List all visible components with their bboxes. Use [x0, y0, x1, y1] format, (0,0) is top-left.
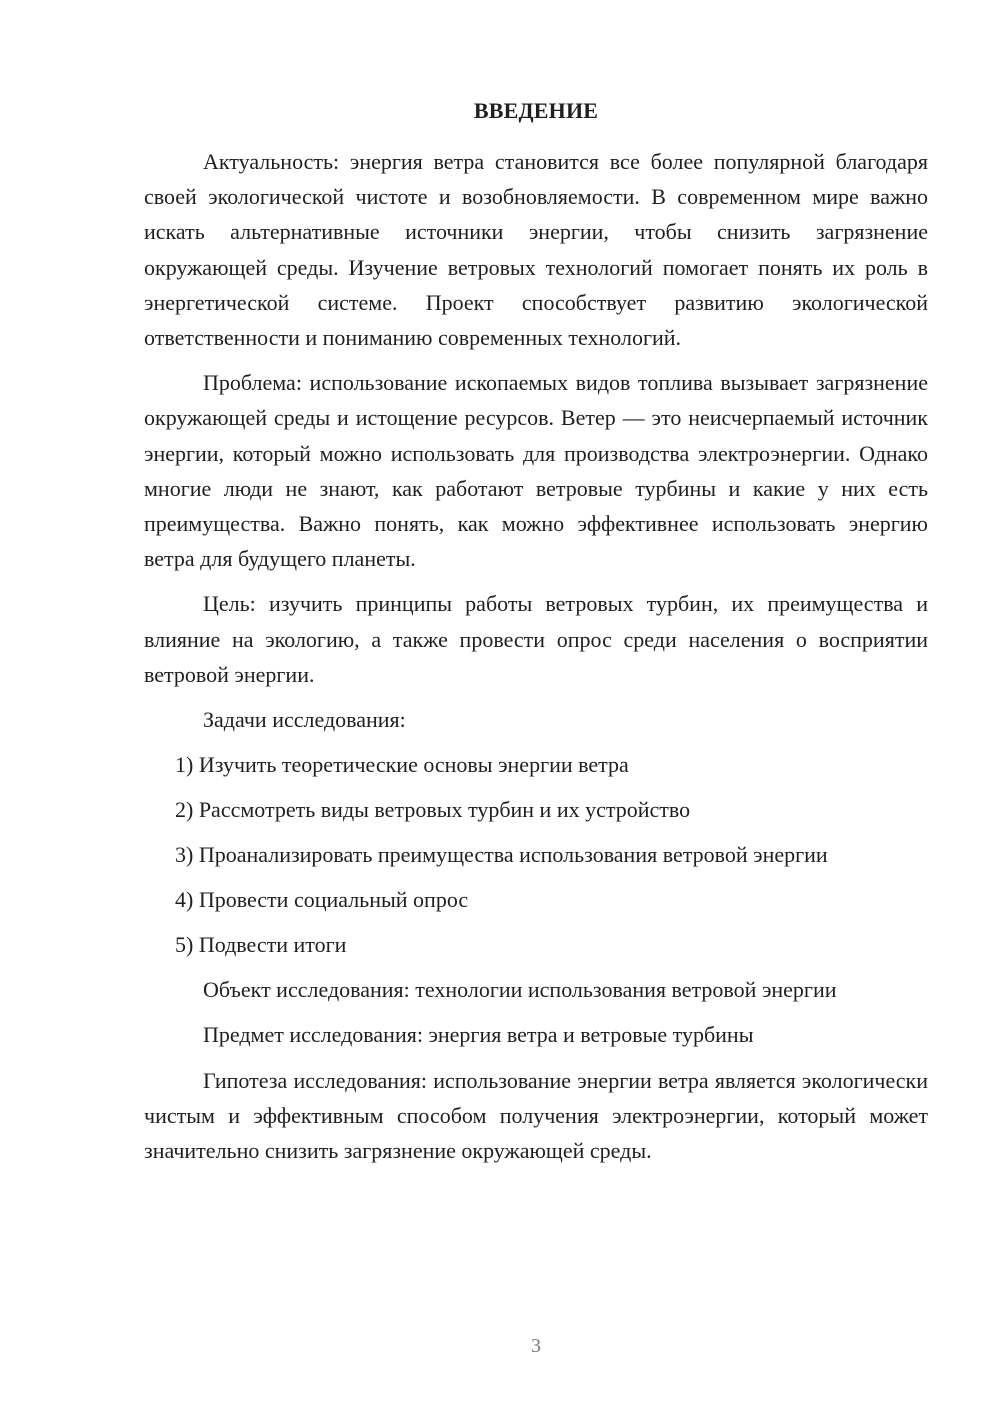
goal-paragraph: Цель: изучить принципы работы ветровых турбин, их преимущества и влияние на экологию, а также провести опрос среди населения о восприятии ветровой энергии. — [144, 591, 928, 687]
hypothesis-paragraph: Гипотеза исследования: использование энергии ветра является экологически чистым и эффективным способом получения электроэнергии, который может значительно снизить загрязнение окружающей среды. — [144, 1067, 928, 1164]
task-item: 5) Подвести итоги — [175, 932, 347, 958]
problem-paragraph: Проблема: использование ископаемых видов топлива вызывает загрязнение окружающей среды и истощение ресурсов. Ветер — это неисчерпаемый источник энергии, который можно использовать для производства электроэнергии. Однако многие люди не знают, как работают ветровые турбины и какие у них есть преимущества. Важно понять, как можно эффективнее использовать энергию ветра для будущего планеты. — [144, 370, 928, 572]
research-subject: Предмет исследования: энергия ветра и ветровые турбины — [203, 1022, 754, 1048]
research-object: Объект исследования: технологии использования ветровой энергии — [203, 977, 837, 1003]
task-item: 4) Провести социальный опрос — [175, 887, 469, 913]
page-number: 3 — [531, 1335, 541, 1357]
task-list — [144, 747, 928, 962]
document-body — [144, 94, 928, 1178]
section-title: ВВЕДЕНИЕ — [473, 98, 599, 123]
task-item: 1) Изучить теоретические основы энергии ветра — [175, 752, 629, 778]
tasks-heading: Задачи исследования: — [203, 707, 406, 733]
task-item: 2) Рассмотреть виды ветровых турбин и их устройство — [175, 797, 691, 823]
relevance-paragraph: Актуальность: энергия ветра становится все более популярной благодаря своей экологической чистоте и возобновляемости. В современном мире важно искать альтернативные источники энергии, чтобы снизить загрязнение окружающей среды. Изучение ветровых технологий помогает понять их роль в энергетической системе. Проект способствует развитию экологической ответственности и пониманию современных технологий. — [144, 149, 928, 351]
task-item: 3) Проанализировать преимущества использования ветровой энергии — [175, 842, 828, 868]
